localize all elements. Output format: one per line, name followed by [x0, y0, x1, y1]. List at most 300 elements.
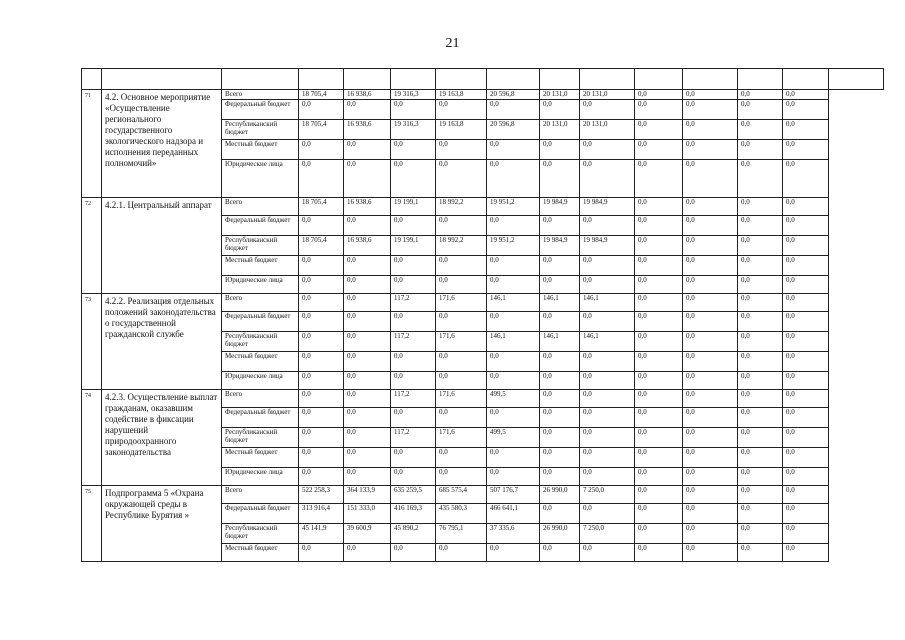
value-cell: 0,0 — [580, 468, 635, 486]
value-cell: 0,0 — [683, 120, 738, 140]
value-cell: 18 705,4 — [299, 236, 344, 256]
value-cell: 0,0 — [344, 390, 391, 408]
value-cell: 0,0 — [487, 100, 540, 120]
group-first-row — [82, 390, 884, 408]
value-cell: 0,0 — [344, 256, 391, 276]
value-cell: 0,0 — [299, 390, 344, 408]
value-cell: 0,0 — [783, 140, 829, 160]
header-cell — [783, 69, 829, 90]
value-cell: 0,0 — [783, 312, 829, 332]
value-cell: 0,0 — [344, 372, 391, 390]
value-cell: 0,0 — [738, 216, 783, 236]
value-cell: 0,0 — [683, 352, 738, 372]
value-cell: 0,0 — [683, 256, 738, 276]
value-cell: 0,0 — [344, 428, 391, 448]
value-cell: 0,0 — [436, 352, 487, 372]
value-cell: 0,0 — [391, 408, 436, 428]
value-cell: 0,0 — [391, 256, 436, 276]
value-cell: 0,0 — [635, 140, 683, 160]
value-cell: 19 951,2 — [487, 236, 540, 256]
value-cell: 171,6 — [436, 428, 487, 448]
value-cell: 0,0 — [540, 100, 580, 120]
value-cell: 19 163,8 — [436, 90, 487, 100]
funding-source: Местный бюджет — [222, 544, 299, 562]
value-cell: 0,0 — [738, 236, 783, 256]
value-cell: 0,0 — [487, 372, 540, 390]
value-cell: 0,0 — [738, 428, 783, 448]
value-cell: 0,0 — [580, 312, 635, 332]
value-cell: 0,0 — [436, 448, 487, 468]
value-cell: 0,0 — [391, 160, 436, 198]
value-cell: 0,0 — [487, 544, 540, 562]
value-cell: 0,0 — [738, 486, 783, 504]
group-first-row — [82, 90, 884, 100]
value-cell: 0,0 — [344, 468, 391, 486]
value-cell: 0,0 — [540, 140, 580, 160]
funding-source: Местный бюджет — [222, 140, 299, 160]
value-cell: 0,0 — [635, 448, 683, 468]
value-cell: 0,0 — [635, 372, 683, 390]
row-number: 73 — [82, 294, 102, 390]
value-cell: 522 258,3 — [299, 486, 344, 504]
row-number: 75 — [82, 486, 102, 562]
value-cell: 0,0 — [635, 468, 683, 486]
value-cell: 0,0 — [580, 160, 635, 198]
value-cell: 0,0 — [738, 90, 783, 100]
value-cell: 0,0 — [540, 312, 580, 332]
activity-name: Подпрограмма 5 «Охрана окружающей среды в Республике Бурятия » — [102, 486, 222, 562]
header-cell — [738, 69, 783, 90]
value-cell: 0,0 — [580, 372, 635, 390]
value-cell: 499,5 — [487, 390, 540, 408]
value-cell: 499,5 — [487, 428, 540, 448]
value-cell: 0,0 — [783, 276, 829, 294]
value-cell: 0,0 — [738, 160, 783, 198]
value-cell: 0,0 — [783, 100, 829, 120]
value-cell: 0,0 — [299, 408, 344, 428]
value-cell: 0,0 — [344, 100, 391, 120]
value-cell: 0,0 — [540, 428, 580, 448]
value-cell: 0,0 — [540, 448, 580, 468]
value-cell: 0,0 — [391, 372, 436, 390]
value-cell: 416 169,3 — [391, 504, 436, 524]
value-cell: 146,1 — [487, 294, 540, 312]
value-cell: 146,1 — [540, 332, 580, 352]
funding-source: Местный бюджет — [222, 352, 299, 372]
funding-source: Федеральный бюджет — [222, 312, 299, 332]
value-cell: 0,0 — [738, 524, 783, 544]
value-cell: 26 990,0 — [540, 486, 580, 504]
value-cell: 0,0 — [540, 504, 580, 524]
value-cell: 0,0 — [436, 408, 487, 428]
value-cell: 19 984,9 — [540, 198, 580, 216]
value-cell: 0,0 — [738, 390, 783, 408]
value-cell: 0,0 — [299, 544, 344, 562]
value-cell: 19 951,2 — [487, 198, 540, 216]
value-cell: 19 984,9 — [540, 236, 580, 256]
funding-source: Местный бюджет — [222, 256, 299, 276]
value-cell: 0,0 — [344, 216, 391, 236]
value-cell: 20 131,0 — [580, 120, 635, 140]
value-cell: 0,0 — [783, 352, 829, 372]
value-cell: 0,0 — [683, 372, 738, 390]
table-body — [82, 69, 884, 562]
value-cell: 76 795,1 — [436, 524, 487, 544]
value-cell: 0,0 — [344, 544, 391, 562]
value-cell: 0,0 — [299, 216, 344, 236]
value-cell: 0,0 — [683, 100, 738, 120]
value-cell: 0,0 — [299, 140, 344, 160]
value-cell: 0,0 — [635, 428, 683, 448]
value-cell: 171,6 — [436, 332, 487, 352]
value-cell: 0,0 — [487, 160, 540, 198]
header-cell — [82, 69, 102, 90]
value-cell: 0,0 — [540, 216, 580, 236]
value-cell: 0,0 — [299, 294, 344, 312]
value-cell: 0,0 — [540, 390, 580, 408]
value-cell: 0,0 — [540, 276, 580, 294]
funding-source: Республиканский бюджет — [222, 428, 299, 448]
value-cell: 0,0 — [299, 100, 344, 120]
value-cell: 0,0 — [683, 198, 738, 216]
row-number: 71 — [82, 90, 102, 198]
value-cell: 0,0 — [738, 468, 783, 486]
header-cell — [102, 69, 222, 90]
value-cell: 39 600,9 — [344, 524, 391, 544]
value-cell: 0,0 — [635, 216, 683, 236]
group-first-row — [82, 294, 884, 312]
funding-source: Республиканский бюджет — [222, 524, 299, 544]
header-cell — [829, 69, 884, 90]
value-cell: 20 596,8 — [487, 90, 540, 100]
value-cell: 0,0 — [738, 408, 783, 428]
value-cell: 0,0 — [635, 256, 683, 276]
value-cell: 18 992,2 — [436, 198, 487, 216]
value-cell: 16 938,6 — [344, 90, 391, 100]
value-cell: 0,0 — [635, 524, 683, 544]
value-cell: 0,0 — [299, 428, 344, 448]
value-cell: 0,0 — [783, 428, 829, 448]
value-cell: 0,0 — [487, 448, 540, 468]
funding-source: Республиканский бюджет — [222, 332, 299, 352]
value-cell: 19 199,1 — [391, 236, 436, 256]
header-cell — [683, 69, 738, 90]
value-cell: 0,0 — [580, 140, 635, 160]
value-cell: 16 938,6 — [344, 236, 391, 256]
value-cell: 0,0 — [540, 372, 580, 390]
value-cell: 19 984,9 — [580, 198, 635, 216]
value-cell: 0,0 — [391, 140, 436, 160]
value-cell: 0,0 — [783, 256, 829, 276]
value-cell: 20 131,0 — [540, 90, 580, 100]
value-cell: 0,0 — [635, 276, 683, 294]
value-cell: 0,0 — [683, 140, 738, 160]
funding-source: Республиканский бюджет — [222, 120, 299, 140]
header-row — [82, 69, 884, 90]
value-cell: 0,0 — [738, 544, 783, 562]
value-cell: 0,0 — [635, 390, 683, 408]
value-cell: 0,0 — [683, 544, 738, 562]
value-cell: 466 641,1 — [487, 504, 540, 524]
value-cell: 16 938,6 — [344, 198, 391, 216]
value-cell: 0,0 — [635, 504, 683, 524]
value-cell: 0,0 — [783, 390, 829, 408]
value-cell: 0,0 — [635, 100, 683, 120]
value-cell: 0,0 — [635, 486, 683, 504]
value-cell: 18 992,2 — [436, 236, 487, 256]
value-cell: 0,0 — [344, 332, 391, 352]
value-cell: 0,0 — [540, 352, 580, 372]
value-cell: 0,0 — [344, 312, 391, 332]
value-cell: 0,0 — [580, 216, 635, 236]
value-cell: 0,0 — [683, 408, 738, 428]
value-cell: 0,0 — [299, 448, 344, 468]
funding-source: Республиканский бюджет — [222, 236, 299, 256]
value-cell: 0,0 — [344, 448, 391, 468]
value-cell: 0,0 — [436, 160, 487, 198]
value-cell: 0,0 — [299, 468, 344, 486]
value-cell: 0,0 — [783, 524, 829, 544]
value-cell: 0,0 — [683, 390, 738, 408]
value-cell: 0,0 — [783, 468, 829, 486]
value-cell: 0,0 — [683, 276, 738, 294]
value-cell: 0,0 — [540, 408, 580, 428]
value-cell: 0,0 — [783, 486, 829, 504]
value-cell: 0,0 — [783, 448, 829, 468]
value-cell: 0,0 — [738, 100, 783, 120]
value-cell: 0,0 — [436, 216, 487, 236]
value-cell: 0,0 — [738, 352, 783, 372]
value-cell: 0,0 — [580, 504, 635, 524]
value-cell: 0,0 — [683, 448, 738, 468]
value-cell: 0,0 — [436, 312, 487, 332]
value-cell: 0,0 — [344, 294, 391, 312]
value-cell: 0,0 — [783, 120, 829, 140]
value-cell: 0,0 — [580, 428, 635, 448]
value-cell: 37 335,6 — [487, 524, 540, 544]
value-cell: 0,0 — [344, 352, 391, 372]
activity-name: 4.2.3. Осуществление выплат гражданам, оказавшим содействие в фиксации нарушений природоохранного законодательства — [102, 390, 222, 486]
value-cell: 0,0 — [738, 448, 783, 468]
value-cell: 0,0 — [783, 236, 829, 256]
value-cell: 171,6 — [436, 294, 487, 312]
value-cell: 0,0 — [783, 504, 829, 524]
value-cell: 0,0 — [391, 544, 436, 562]
value-cell: 146,1 — [540, 294, 580, 312]
value-cell: 0,0 — [683, 504, 738, 524]
value-cell: 0,0 — [635, 90, 683, 100]
value-cell: 0,0 — [391, 100, 436, 120]
value-cell: 117,2 — [391, 332, 436, 352]
value-cell: 0,0 — [391, 216, 436, 236]
value-cell: 0,0 — [683, 160, 738, 198]
value-cell: 19 316,3 — [391, 120, 436, 140]
value-cell: 0,0 — [580, 352, 635, 372]
value-cell: 0,0 — [738, 312, 783, 332]
header-cell — [635, 69, 683, 90]
value-cell: 0,0 — [683, 428, 738, 448]
value-cell: 0,0 — [738, 332, 783, 352]
activity-name: 4.2.1. Центральный аппарат — [102, 198, 222, 294]
funding-source: Федеральный бюджет — [222, 504, 299, 524]
value-cell: 0,0 — [635, 236, 683, 256]
value-cell: 0,0 — [580, 256, 635, 276]
value-cell: 18 705,4 — [299, 120, 344, 140]
value-cell: 0,0 — [299, 276, 344, 294]
value-cell: 0,0 — [436, 544, 487, 562]
value-cell: 0,0 — [580, 100, 635, 120]
value-cell: 0,0 — [299, 256, 344, 276]
value-cell: 313 916,4 — [299, 504, 344, 524]
value-cell: 146,1 — [580, 294, 635, 312]
value-cell: 45 141,9 — [299, 524, 344, 544]
value-cell: 0,0 — [540, 468, 580, 486]
header-cell — [487, 69, 540, 90]
value-cell: 0,0 — [635, 294, 683, 312]
value-cell: 0,0 — [580, 408, 635, 428]
header-cell — [436, 69, 487, 90]
value-cell: 0,0 — [540, 544, 580, 562]
value-cell: 0,0 — [391, 448, 436, 468]
value-cell: 0,0 — [738, 140, 783, 160]
value-cell: 0,0 — [391, 276, 436, 294]
value-cell: 16 938,6 — [344, 120, 391, 140]
value-cell: 364 133,9 — [344, 486, 391, 504]
value-cell: 0,0 — [783, 544, 829, 562]
value-cell: 0,0 — [783, 90, 829, 100]
page-number: 21 — [445, 36, 460, 51]
funding-source: Юридические лица — [222, 468, 299, 486]
value-cell: 0,0 — [738, 198, 783, 216]
value-cell: 18 705,4 — [299, 90, 344, 100]
value-cell: 7 250,0 — [580, 524, 635, 544]
value-cell: 0,0 — [487, 140, 540, 160]
value-cell: 685 575,4 — [436, 486, 487, 504]
value-cell: 20 131,0 — [580, 90, 635, 100]
value-cell: 117,2 — [391, 390, 436, 408]
value-cell: 0,0 — [487, 408, 540, 428]
value-cell: 0,0 — [487, 276, 540, 294]
value-cell: 0,0 — [580, 544, 635, 562]
value-cell: 146,1 — [487, 332, 540, 352]
header-cell — [222, 69, 299, 90]
value-cell: 0,0 — [299, 160, 344, 198]
value-cell: 0,0 — [487, 352, 540, 372]
value-cell: 0,0 — [783, 372, 829, 390]
value-cell: 635 259,5 — [391, 486, 436, 504]
value-cell: 0,0 — [738, 256, 783, 276]
value-cell: 151 333,0 — [344, 504, 391, 524]
value-cell: 20 131,0 — [540, 120, 580, 140]
value-cell: 507 176,7 — [487, 486, 540, 504]
funding-source: Юридические лица — [222, 276, 299, 294]
value-cell: 0,0 — [436, 256, 487, 276]
value-cell: 0,0 — [344, 160, 391, 198]
value-cell: 117,2 — [391, 428, 436, 448]
funding-source: Местный бюджет — [222, 448, 299, 468]
funding-source: Федеральный бюджет — [222, 216, 299, 236]
value-cell: 0,0 — [487, 468, 540, 486]
value-cell: 0,0 — [299, 352, 344, 372]
funding-source: Юридические лица — [222, 372, 299, 390]
value-cell: 0,0 — [436, 276, 487, 294]
value-cell: 0,0 — [738, 120, 783, 140]
activity-name: 4.2. Основное мероприятие «Осуществление регионального государственного экологического надзора и исполнения переданных полномочий» — [102, 90, 222, 198]
header-cell — [344, 69, 391, 90]
funding-source: Юридические лица — [222, 160, 299, 198]
value-cell: 171,6 — [436, 390, 487, 408]
activity-name: 4.2.2. Реализация отдельных положений законодательства о государственной гражданской службе — [102, 294, 222, 390]
value-cell: 0,0 — [683, 468, 738, 486]
value-cell: 0,0 — [635, 160, 683, 198]
header-cell — [391, 69, 436, 90]
value-cell: 0,0 — [436, 372, 487, 390]
value-cell: 0,0 — [487, 312, 540, 332]
value-cell: 0,0 — [738, 504, 783, 524]
budget-table — [81, 68, 884, 562]
funding-source: Всего — [222, 294, 299, 312]
value-cell: 7 250,0 — [580, 486, 635, 504]
row-number: 72 — [82, 198, 102, 294]
value-cell: 19 199,1 — [391, 198, 436, 216]
value-cell: 0,0 — [635, 544, 683, 562]
value-cell: 0,0 — [783, 408, 829, 428]
value-cell: 0,0 — [635, 198, 683, 216]
value-cell: 0,0 — [344, 276, 391, 294]
value-cell: 0,0 — [683, 486, 738, 504]
funding-source: Всего — [222, 90, 299, 100]
value-cell: 19 316,3 — [391, 90, 436, 100]
funding-source: Всего — [222, 198, 299, 216]
value-cell: 0,0 — [299, 312, 344, 332]
value-cell: 0,0 — [683, 236, 738, 256]
funding-source: Всего — [222, 390, 299, 408]
value-cell: 0,0 — [436, 140, 487, 160]
value-cell: 146,1 — [580, 332, 635, 352]
value-cell: 0,0 — [683, 332, 738, 352]
value-cell: 0,0 — [487, 216, 540, 236]
value-cell: 0,0 — [635, 120, 683, 140]
header-cell — [580, 69, 635, 90]
value-cell: 0,0 — [783, 160, 829, 198]
value-cell: 435 580,3 — [436, 504, 487, 524]
group-first-row — [82, 198, 884, 216]
header-cell — [540, 69, 580, 90]
value-cell: 0,0 — [436, 468, 487, 486]
value-cell: 0,0 — [580, 448, 635, 468]
value-cell: 0,0 — [783, 294, 829, 312]
value-cell: 0,0 — [738, 372, 783, 390]
value-cell: 26 990,0 — [540, 524, 580, 544]
value-cell: 0,0 — [580, 276, 635, 294]
header-cell — [299, 69, 344, 90]
value-cell: 0,0 — [683, 312, 738, 332]
value-cell: 0,0 — [344, 140, 391, 160]
funding-source: Федеральный бюджет — [222, 100, 299, 120]
value-cell: 0,0 — [683, 524, 738, 544]
value-cell: 0,0 — [683, 294, 738, 312]
value-cell: 0,0 — [683, 90, 738, 100]
value-cell: 0,0 — [391, 468, 436, 486]
value-cell: 45 890,2 — [391, 524, 436, 544]
value-cell: 18 705,4 — [299, 198, 344, 216]
value-cell: 0,0 — [299, 372, 344, 390]
value-cell: 117,2 — [391, 294, 436, 312]
value-cell: 19 984,9 — [580, 236, 635, 256]
value-cell: 0,0 — [391, 312, 436, 332]
value-cell: 0,0 — [635, 352, 683, 372]
value-cell: 0,0 — [738, 294, 783, 312]
